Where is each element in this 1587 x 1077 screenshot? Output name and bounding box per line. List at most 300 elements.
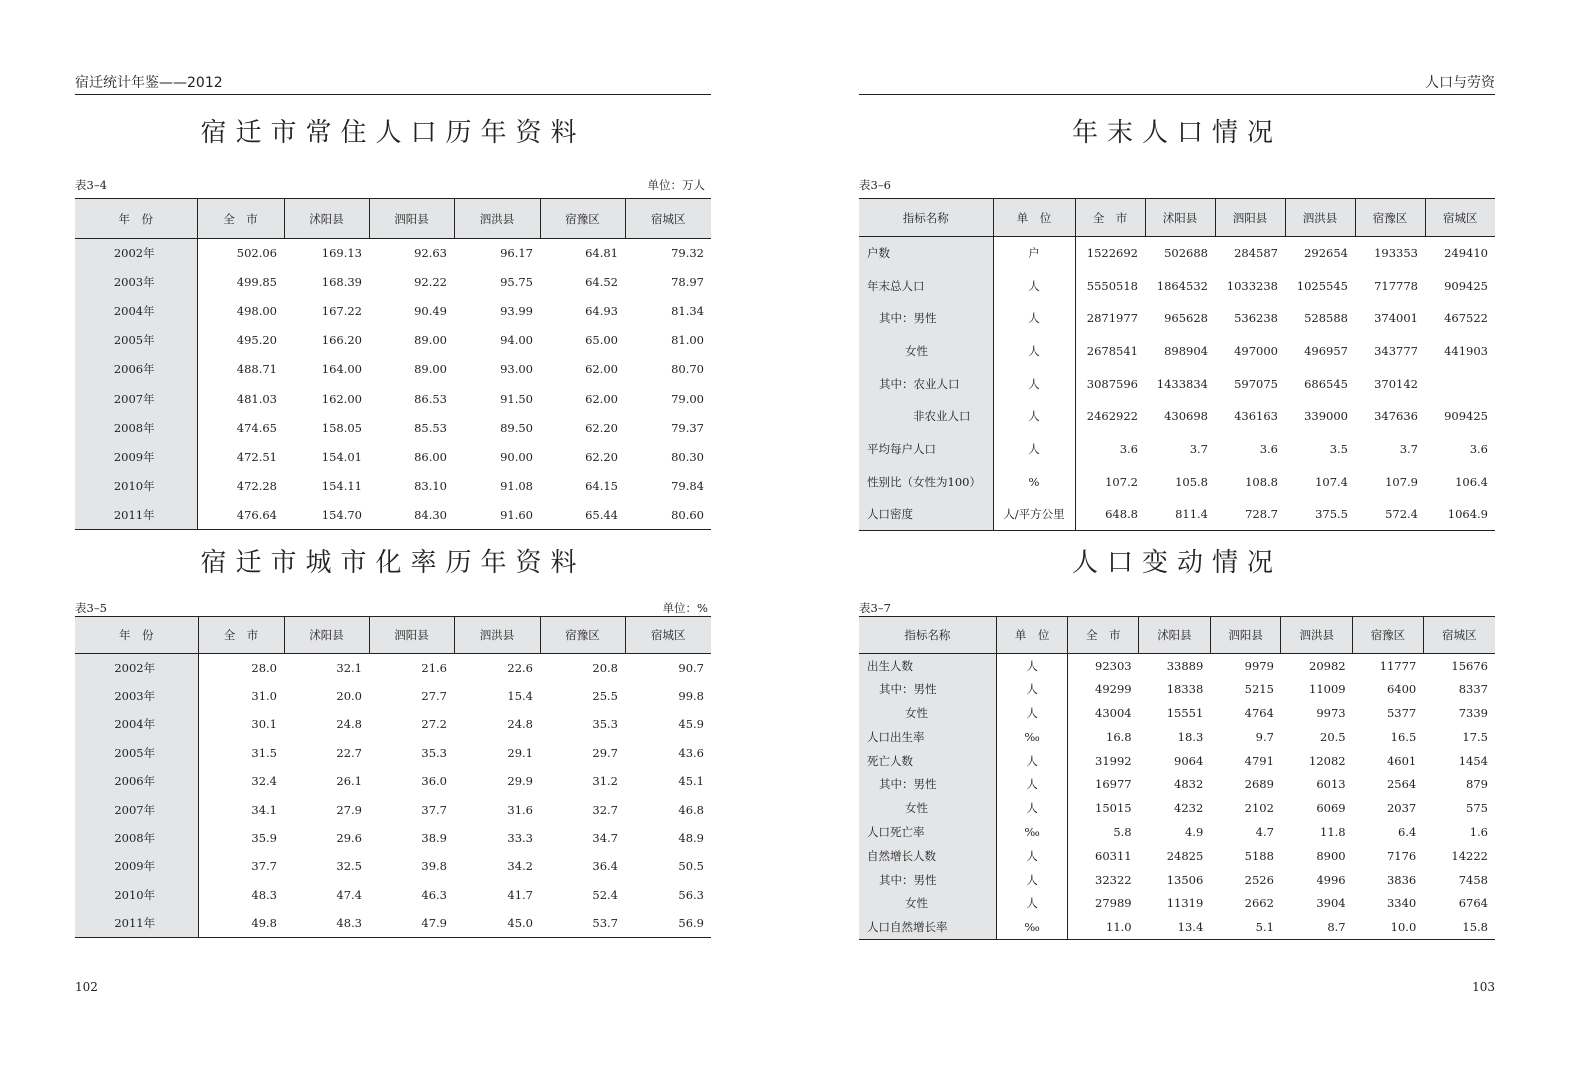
value-cell: 62.20 — [585, 449, 618, 464]
value-cell: 168.39 — [321, 275, 362, 290]
value-cell: 6764 — [1458, 896, 1488, 911]
value-cell: 11.8 — [1320, 824, 1346, 839]
value-cell: 105.8 — [1175, 474, 1208, 489]
value-cell: 898904 — [1164, 343, 1208, 358]
value-cell: 648.8 — [1105, 507, 1138, 522]
column-header: 泗阳县 — [1210, 617, 1281, 654]
value-cell: 2689 — [1244, 777, 1274, 792]
table-row — [75, 268, 711, 297]
table-3-5-meta — [75, 600, 708, 616]
unit-cell: % — [993, 465, 1075, 498]
value-cell: 92.22 — [414, 275, 447, 290]
value-cell: 6069 — [1316, 801, 1346, 816]
value-cell: 49.8 — [251, 915, 277, 930]
unit-cell: 人 — [993, 433, 1075, 466]
page-number-right: 103 — [1472, 980, 1495, 994]
value-cell: 20.5 — [1320, 729, 1346, 744]
column-header: 宿城区 — [1425, 199, 1495, 237]
value-cell: 13.4 — [1177, 919, 1204, 934]
value-cell: 15676 — [1451, 658, 1488, 673]
table-row — [859, 915, 1495, 939]
unit-cell: 人 — [993, 269, 1075, 302]
value-cell: 1064.9 — [1447, 507, 1488, 522]
column-header: 单 位 — [996, 617, 1068, 654]
column-header: 宿城区 — [625, 617, 711, 654]
value-cell: 164.00 — [321, 362, 362, 377]
value-cell: 35.3 — [421, 745, 447, 760]
table-3-7-title: 人口变动情况 — [1071, 548, 1282, 578]
value-cell: 9064 — [1174, 753, 1204, 768]
value-cell: 27.2 — [421, 717, 447, 732]
table-row — [75, 881, 711, 909]
unit-cell: 人 — [996, 749, 1068, 773]
value-cell: 167.22 — [321, 304, 362, 319]
value-cell: 1.6 — [1469, 824, 1488, 839]
value-cell: 91.50 — [500, 391, 533, 406]
value-cell: 154.01 — [321, 449, 362, 464]
value-cell: 90.7 — [678, 660, 704, 675]
value-cell: 35.9 — [251, 831, 277, 846]
value-cell: 80.30 — [671, 449, 704, 464]
value-cell: 3.5 — [1329, 441, 1348, 456]
indicator-name: 自然增长人数 — [859, 844, 996, 868]
value-cell: 92.63 — [414, 246, 447, 261]
value-cell: 498.00 — [236, 304, 277, 319]
value-cell: 35.3 — [592, 717, 618, 732]
value-cell: 4832 — [1174, 777, 1204, 792]
table-row — [75, 682, 711, 710]
value-cell: 24.8 — [336, 717, 362, 732]
value-cell: 32.1 — [336, 660, 362, 675]
value-cell: 5377 — [1386, 705, 1417, 720]
table-row — [859, 433, 1495, 466]
value-cell: 90.00 — [500, 449, 533, 464]
unit-cell: 人 — [996, 701, 1068, 725]
page-header-right — [859, 74, 1495, 95]
value-cell: 26.1 — [336, 774, 362, 789]
value-cell: 430698 — [1164, 409, 1208, 424]
value-cell: 48.9 — [678, 831, 704, 846]
value-cell: 38.9 — [421, 831, 447, 846]
indicator-name: 户数 — [859, 237, 993, 270]
value-cell: 339000 — [1304, 409, 1348, 424]
value-cell: 499.85 — [236, 275, 277, 290]
value-cell: 16.5 — [1390, 729, 1417, 744]
table-row — [75, 710, 711, 738]
indicator-name: 女性 — [859, 701, 996, 725]
table-row — [859, 654, 1495, 678]
column-header: 指标名称 — [859, 617, 996, 654]
unit-cell: 人 — [996, 844, 1068, 868]
table-row — [859, 820, 1495, 844]
indicator-name: 人口死亡率 — [859, 820, 996, 844]
value-cell: 11.0 — [1106, 919, 1132, 934]
value-cell: 3.7 — [1399, 441, 1418, 456]
column-header: 全 市 — [198, 617, 284, 654]
value-cell: 16977 — [1095, 777, 1132, 792]
unit-cell: 人 — [996, 868, 1068, 892]
value-cell: 13506 — [1166, 872, 1204, 887]
yearbook-title: 宿迁统计年鉴——2012 — [75, 75, 223, 91]
value-cell: 879 — [1466, 777, 1488, 792]
value-cell: 39.8 — [421, 859, 447, 874]
column-header: 沭阳县 — [284, 199, 369, 239]
value-cell: 93.00 — [500, 362, 533, 377]
table-3-5-title: 宿迁市城市化率历年资料 — [200, 548, 586, 578]
value-cell: 24825 — [1166, 848, 1204, 863]
value-cell: 79.37 — [671, 420, 704, 435]
value-cell: 11319 — [1166, 896, 1204, 911]
value-cell: 34.2 — [507, 859, 533, 874]
table-row — [859, 498, 1495, 531]
column-header: 宿豫区 — [540, 199, 625, 239]
value-cell: 1025545 — [1296, 278, 1348, 293]
unit-cell: 人 — [993, 400, 1075, 433]
indicator-name: 其中：男性 — [859, 677, 996, 701]
value-cell: 4.7 — [1255, 824, 1274, 839]
value-cell: 34.7 — [592, 831, 618, 846]
value-cell: 46.3 — [421, 887, 447, 902]
table-row — [859, 335, 1495, 368]
table-row — [859, 891, 1495, 915]
value-cell: 686545 — [1304, 376, 1348, 391]
value-cell: 154.11 — [321, 478, 362, 493]
table-row — [75, 739, 711, 767]
row-year: 2005年 — [75, 739, 198, 767]
table-3-6 — [859, 198, 1495, 531]
table-3-5 — [75, 616, 711, 938]
value-cell: 22.7 — [336, 745, 362, 760]
value-cell: 4791 — [1244, 753, 1274, 768]
value-cell: 62.00 — [585, 391, 618, 406]
chapter-title: 人口与劳资 — [1425, 75, 1495, 91]
table-row — [75, 909, 711, 937]
indicator-name: 其中：男性 — [859, 868, 996, 892]
value-cell: 108.8 — [1245, 474, 1278, 489]
column-header: 泗洪县 — [1285, 199, 1355, 237]
value-cell: 717778 — [1374, 278, 1418, 293]
value-cell: 249410 — [1444, 246, 1488, 261]
unit-cell: 人 — [993, 302, 1075, 335]
table-3-7-meta — [859, 600, 1495, 616]
column-header: 全 市 — [1075, 199, 1145, 237]
unit-cell: ‰ — [996, 915, 1068, 939]
table-row — [859, 400, 1495, 433]
table-row — [859, 772, 1495, 796]
column-header: 全 市 — [1068, 617, 1139, 654]
row-year: 2007年 — [75, 384, 197, 413]
value-cell: 3904 — [1316, 896, 1346, 911]
value-cell: 64.52 — [585, 275, 618, 290]
table-3-6-label: 表3–6 — [859, 178, 891, 192]
indicator-name: 女性 — [859, 335, 993, 368]
value-cell: 56.9 — [678, 915, 704, 930]
table-3-6-meta — [859, 177, 1495, 193]
table-row — [75, 500, 711, 529]
table-row — [859, 367, 1495, 400]
value-cell: 36.0 — [421, 774, 447, 789]
unit-cell: 人 — [993, 367, 1075, 400]
value-cell: 1864532 — [1156, 278, 1208, 293]
value-cell: 154.70 — [321, 507, 362, 522]
unit-cell: 人 — [996, 654, 1068, 678]
page-header-left — [75, 74, 711, 95]
value-cell: 85.53 — [414, 420, 447, 435]
value-cell: 162.00 — [321, 391, 362, 406]
table-row — [859, 269, 1495, 302]
value-cell: 27.7 — [421, 689, 447, 704]
row-year: 2006年 — [75, 767, 198, 795]
value-cell: 48.3 — [251, 887, 277, 902]
row-year: 2011年 — [75, 909, 198, 937]
indicator-name: 平均每户人口 — [859, 433, 993, 466]
table-row — [75, 795, 711, 823]
value-cell: 370142 — [1374, 376, 1418, 391]
value-cell: 81.34 — [671, 304, 704, 319]
unit-cell: 人 — [996, 796, 1068, 820]
row-year: 2004年 — [75, 297, 197, 326]
value-cell: 5550518 — [1086, 278, 1138, 293]
unit-cell: ‰ — [996, 725, 1068, 749]
value-cell: 64.93 — [585, 304, 618, 319]
table-row — [859, 725, 1495, 749]
value-cell: 18.3 — [1177, 729, 1204, 744]
column-header: 泗阳县 — [369, 617, 454, 654]
value-cell: 80.70 — [671, 362, 704, 377]
value-cell: 347636 — [1374, 409, 1418, 424]
table-3-5-unit: 单位：% — [662, 601, 708, 615]
value-cell: 18338 — [1166, 682, 1204, 697]
column-header: 泗阳县 — [369, 199, 454, 239]
value-cell: 375.5 — [1315, 507, 1348, 522]
value-cell: 45.0 — [507, 915, 533, 930]
column-header: 宿城区 — [1423, 617, 1495, 654]
value-cell: 169.13 — [321, 246, 362, 261]
table-row — [859, 701, 1495, 725]
row-year: 2008年 — [75, 824, 198, 852]
value-cell: 33.3 — [507, 831, 533, 846]
value-cell: 43.6 — [678, 745, 704, 760]
value-cell: 16.8 — [1106, 729, 1132, 744]
column-header: 沭阳县 — [1139, 617, 1211, 654]
value-cell: 27.9 — [336, 802, 362, 817]
value-cell: 107.9 — [1385, 474, 1418, 489]
value-cell: 3.6 — [1259, 441, 1278, 456]
table-row — [75, 297, 711, 326]
indicator-name: 女性 — [859, 891, 996, 915]
value-cell: 34.1 — [251, 802, 277, 817]
indicator-name: 其中：农业人口 — [859, 367, 993, 400]
indicator-name: 年末总人口 — [859, 269, 993, 302]
table-row — [75, 654, 711, 682]
table-3-4-meta — [75, 177, 705, 193]
value-cell: 536238 — [1234, 311, 1278, 326]
value-cell: 502688 — [1164, 246, 1208, 261]
value-cell: 93.99 — [500, 304, 533, 319]
value-cell: 106.4 — [1455, 474, 1488, 489]
column-header: 宿城区 — [625, 199, 711, 239]
value-cell: 3340 — [1386, 896, 1417, 911]
value-cell: 9979 — [1244, 658, 1274, 673]
table-row — [75, 413, 711, 442]
value-cell: 91.60 — [500, 507, 533, 522]
value-cell: 30.1 — [251, 717, 277, 732]
value-cell: 909425 — [1444, 409, 1488, 424]
value-cell: 41.7 — [507, 887, 533, 902]
row-year: 2008年 — [75, 413, 197, 442]
value-cell: 476.64 — [236, 507, 277, 522]
value-cell: 28.0 — [251, 660, 277, 675]
value-cell: 43004 — [1095, 705, 1132, 720]
table-row — [859, 677, 1495, 701]
value-cell: 5.8 — [1113, 824, 1132, 839]
value-cell: 50.5 — [678, 859, 704, 874]
column-header: 年 份 — [75, 199, 197, 239]
column-header: 单 位 — [993, 199, 1075, 237]
value-cell: 91.08 — [500, 478, 533, 493]
value-cell: 21.6 — [421, 660, 447, 675]
table-row — [75, 384, 711, 413]
value-cell: 11777 — [1379, 658, 1417, 673]
value-cell: 7176 — [1386, 848, 1417, 863]
indicator-name: 女性 — [859, 796, 996, 820]
value-cell: 81.00 — [671, 333, 704, 348]
value-cell: 6.4 — [1397, 824, 1417, 839]
value-cell: 481.03 — [236, 391, 277, 406]
unit-cell: 人 — [996, 891, 1068, 915]
value-cell: 441903 — [1444, 343, 1488, 358]
table-3-4-unit: 单位：万人 — [647, 178, 705, 192]
value-cell: 728.7 — [1245, 507, 1278, 522]
value-cell: 45.9 — [678, 717, 704, 732]
value-cell: 31.0 — [251, 689, 277, 704]
value-cell: 48.3 — [336, 915, 362, 930]
value-cell: 90.49 — [414, 304, 447, 319]
value-cell: 99.8 — [678, 689, 704, 704]
value-cell: 62.00 — [585, 362, 618, 377]
value-cell: 158.05 — [321, 420, 362, 435]
value-cell: 474.65 — [236, 420, 277, 435]
value-cell: 811.4 — [1175, 507, 1208, 522]
value-cell: 292654 — [1304, 246, 1348, 261]
value-cell: 488.71 — [236, 362, 277, 377]
table-row — [859, 302, 1495, 335]
value-cell: 575 — [1466, 801, 1488, 816]
value-cell: 1433834 — [1156, 376, 1208, 391]
value-cell: 9.7 — [1255, 729, 1274, 744]
table-row — [859, 868, 1495, 892]
value-cell: 89.50 — [500, 420, 533, 435]
table-row — [859, 465, 1495, 498]
value-cell: 6013 — [1316, 777, 1346, 792]
value-cell: 10.0 — [1390, 919, 1417, 934]
value-cell: 2678541 — [1086, 343, 1138, 358]
indicator-name: 人口出生率 — [859, 725, 996, 749]
value-cell: 495.20 — [236, 333, 277, 348]
column-header: 泗洪县 — [454, 617, 540, 654]
table-row — [859, 749, 1495, 773]
value-cell: 4601 — [1386, 753, 1417, 768]
value-cell: 32.4 — [251, 774, 277, 789]
value-cell: 2462922 — [1086, 409, 1138, 424]
value-cell: 909425 — [1444, 278, 1488, 293]
value-cell: 64.15 — [585, 478, 618, 493]
unit-cell: 人 — [996, 772, 1068, 796]
value-cell: 3836 — [1386, 872, 1417, 887]
value-cell: 64.81 — [585, 246, 618, 261]
value-cell: 29.9 — [507, 774, 533, 789]
value-cell: 597075 — [1234, 376, 1278, 391]
value-cell: 29.7 — [592, 745, 618, 760]
value-cell: 467522 — [1444, 311, 1488, 326]
value-cell — [1425, 367, 1495, 400]
row-year: 2010年 — [75, 881, 198, 909]
value-cell: 86.00 — [414, 449, 447, 464]
value-cell: 528588 — [1304, 311, 1348, 326]
value-cell: 45.1 — [678, 774, 704, 789]
indicator-name: 死亡人数 — [859, 749, 996, 773]
value-cell: 166.20 — [321, 333, 362, 348]
column-header: 宿豫区 — [540, 617, 625, 654]
table-row — [75, 471, 711, 500]
value-cell: 193353 — [1374, 246, 1418, 261]
indicator-name: 人口自然增长率 — [859, 915, 996, 939]
unit-cell: 人 — [993, 335, 1075, 368]
table-3-4 — [75, 198, 711, 530]
row-year: 2003年 — [75, 268, 197, 297]
value-cell: 46.8 — [678, 802, 704, 817]
value-cell: 374001 — [1374, 311, 1418, 326]
value-cell: 502.06 — [236, 246, 277, 261]
value-cell: 65.44 — [585, 507, 618, 522]
value-cell: 3.6 — [1119, 441, 1138, 456]
value-cell: 53.7 — [592, 915, 618, 930]
value-cell: 86.53 — [414, 391, 447, 406]
value-cell: 5188 — [1244, 848, 1274, 863]
table-3-6-title: 年末人口情况 — [1071, 118, 1282, 148]
column-header: 泗洪县 — [1281, 617, 1353, 654]
value-cell: 32322 — [1095, 872, 1132, 887]
indicator-name: 出生人数 — [859, 654, 996, 678]
value-cell: 3087596 — [1086, 376, 1138, 391]
value-cell: 496957 — [1304, 343, 1348, 358]
column-header: 沭阳县 — [284, 617, 369, 654]
column-header: 沭阳县 — [1145, 199, 1215, 237]
value-cell: 92303 — [1095, 658, 1132, 673]
value-cell: 20.8 — [592, 660, 618, 675]
row-year: 2002年 — [75, 654, 198, 682]
value-cell: 4232 — [1174, 801, 1204, 816]
value-cell: 65.00 — [585, 333, 618, 348]
row-year: 2006年 — [75, 355, 197, 384]
table-3-7 — [859, 616, 1495, 940]
row-year: 2007年 — [75, 795, 198, 823]
value-cell: 96.17 — [500, 246, 533, 261]
unit-cell: 户 — [993, 237, 1075, 270]
value-cell: 79.84 — [671, 478, 704, 493]
value-cell: 60311 — [1095, 848, 1132, 863]
value-cell: 94.00 — [500, 333, 533, 348]
value-cell: 29.1 — [507, 745, 533, 760]
value-cell: 79.00 — [671, 391, 704, 406]
value-cell: 32.5 — [336, 859, 362, 874]
value-cell: 62.20 — [585, 420, 618, 435]
value-cell: 2526 — [1244, 872, 1274, 887]
table-row — [75, 442, 711, 471]
value-cell: 36.4 — [592, 859, 618, 874]
value-cell: 79.32 — [671, 246, 704, 261]
value-cell: 107.2 — [1105, 474, 1138, 489]
